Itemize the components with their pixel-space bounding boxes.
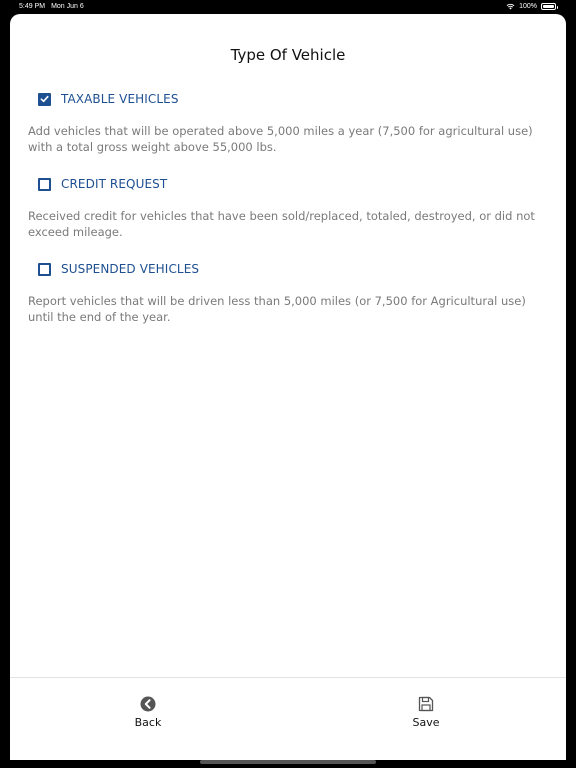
back-label: Back	[134, 716, 162, 729]
back-arrow-circle-icon	[140, 696, 156, 712]
status-date: Mon Jun 6	[51, 3, 84, 10]
option-taxable-vehicles[interactable]	[38, 92, 179, 106]
footer-toolbar	[10, 677, 566, 760]
wifi-icon	[506, 3, 515, 10]
vehicle-type-sheet	[10, 14, 566, 760]
option-suspended-vehicles[interactable]	[38, 262, 199, 276]
suspended-vehicles-checkbox[interactable]	[38, 263, 51, 276]
checkmark-icon	[40, 94, 49, 104]
option-description: Received credit for vehicles that have been sold/replaced, totaled, destroyed, or did not exceed mileage.	[28, 209, 535, 239]
option-label: CREDIT REQUEST	[61, 177, 168, 191]
battery-percent: 100%	[519, 3, 537, 10]
option-label: TAXABLE VEHICLES	[61, 92, 179, 106]
taxable-vehicles-checkbox[interactable]	[38, 93, 51, 106]
option-description: Report vehicles that will be driven less than 5,000 miles (or 7,500 for Agricultural use) until the end of the year.	[28, 294, 526, 324]
save-button[interactable]	[386, 696, 466, 729]
save-label: Save	[412, 716, 440, 729]
option-credit-request[interactable]	[38, 177, 167, 191]
battery-fill	[543, 5, 554, 8]
option-description: Add vehicles that will be operated above 5,000 miles a year (7,500 for agricultural use) with a total gross weight above 55,000 lbs.	[28, 124, 533, 154]
home-indicator	[200, 760, 376, 764]
status-time: 5:49 PM	[19, 3, 46, 10]
back-button[interactable]	[108, 696, 188, 729]
save-floppy-icon	[418, 696, 434, 712]
battery-icon	[541, 3, 556, 10]
page-title: Type Of Vehicle	[230, 46, 346, 64]
option-label: SUSPENDED VEHICLES	[61, 262, 200, 276]
status-bar	[0, 0, 576, 14]
credit-request-checkbox[interactable]	[38, 178, 51, 191]
